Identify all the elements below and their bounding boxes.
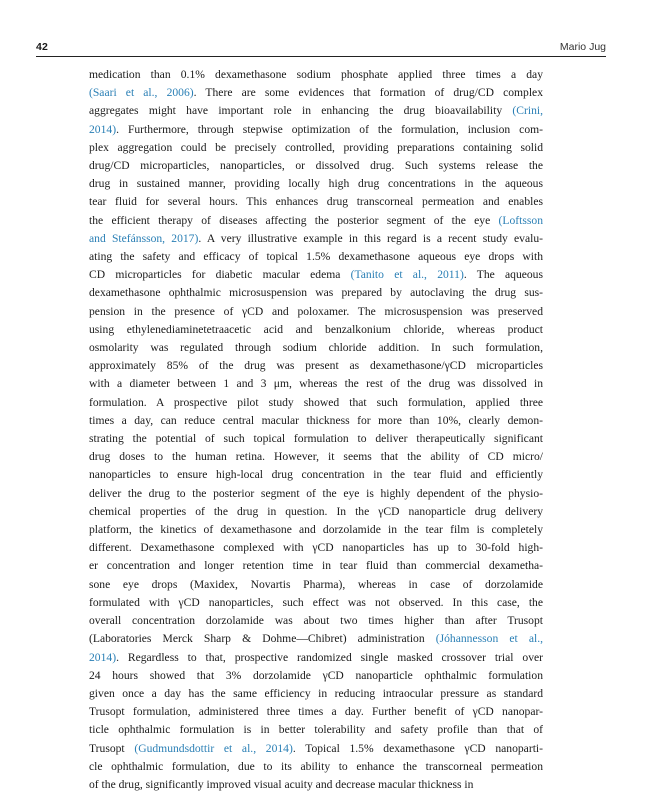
- text-line: [89, 630, 543, 648]
- line-text: pension in the presence of γCD and poloxamer. The microsuspension was preserved: [89, 304, 543, 318]
- line-text: . Topical 1.5% dexamethasone γCD nanoparti-: [292, 741, 543, 755]
- text-line: [89, 139, 543, 157]
- line-text: (Laboratories Merck Sharp & Dohme—Chibret) administration: [89, 632, 436, 646]
- line-text: with a diameter between 1 and 3 μm, whereas the rest of the drug was dissolved in: [89, 377, 543, 391]
- line-text: . Furthermore, through stepwise optimization of the formulation, inclusion com-: [116, 122, 543, 136]
- text-line: [89, 557, 543, 575]
- text-line: [89, 485, 543, 503]
- text-line: [89, 321, 543, 339]
- line-text: times a day, can reduce central macular thickness for more than 10%, clearly demon-: [89, 413, 543, 427]
- line-text: deliver the drug to the posterior segment of the eye is highly dependent of the physio-: [89, 486, 543, 500]
- text-line: [89, 576, 543, 594]
- line-text: drug/CD microparticles, nanoparticles, or dissolved drug. Such systems release the: [89, 159, 543, 173]
- line-text: sone eye drops (Maxidex, Novartis Pharma), whereas in case of dorzolamide: [89, 577, 543, 591]
- running-head: Mario Jug: [559, 41, 606, 53]
- line-text: dexamethasone ophthalmic microsuspension was prepared by autoclaving the drug sus-: [89, 286, 543, 300]
- citation-link[interactable]: and Stefánsson, 2017): [89, 231, 199, 245]
- text-line: [89, 503, 543, 521]
- line-text: aggregates might have important role in enhancing the drug bioavailability: [89, 104, 513, 118]
- text-line: [89, 612, 543, 630]
- line-text: drug in sustained manner, providing locally high drug concentrations in the aqueous: [89, 177, 543, 191]
- line-text: Trusopt: [89, 741, 135, 755]
- text-line: [89, 430, 543, 448]
- text-line: [89, 740, 543, 758]
- line-text: nanoparticles to ensure high-local drug concentration in the tear fluid and efficiently: [89, 468, 543, 482]
- text-line: [89, 248, 543, 266]
- line-text: formulated with γCD nanoparticles, such effect was not observed. In this case, the: [89, 595, 543, 609]
- line-text: chemical properties of the drug in question. In the γCD nanoparticle drug delivery: [89, 504, 543, 518]
- text-line: [89, 157, 543, 175]
- line-text: strating the potential of such topical formulation to deliver therapeutically significant: [89, 432, 543, 446]
- text-line: [89, 84, 543, 102]
- body-text: [89, 66, 543, 794]
- line-text: CD microparticles for diabetic macular edema: [89, 268, 351, 282]
- text-line: [89, 284, 543, 302]
- line-text: cle ophthalmic formulation, due to its ability to enhance the transcorneal permeation: [89, 759, 543, 773]
- text-line: [89, 66, 543, 84]
- citation-link[interactable]: (Crini,: [512, 104, 543, 118]
- line-text: tear fluid for several hours. This enhances drug transcorneal permeation and enables: [89, 195, 543, 209]
- text-line: [89, 721, 543, 739]
- text-line: [89, 412, 543, 430]
- citation-link[interactable]: (Gudmundsdottir et al., 2014): [134, 741, 293, 755]
- citation-link[interactable]: (Tanito et al., 2011): [350, 268, 464, 282]
- line-text: formulation. A prospective pilot study showed that such formulation, applied three: [89, 395, 543, 409]
- line-text: ticle ophthalmic formulation is in better tolerability and safety profile than that of: [89, 723, 543, 737]
- line-text: platform, the kinetics of dexamethasone and dorzolamide in the tear film is completely: [89, 523, 543, 537]
- line-text: overall concentration dorzolamide was about two times higher than after Trusopt: [89, 614, 543, 628]
- text-line: [89, 776, 543, 794]
- line-text: using ethylenediaminetetraacetic acid and benzalkonium chloride, whereas product: [89, 322, 543, 336]
- text-line: [89, 539, 543, 557]
- text-line: [89, 649, 543, 667]
- text-line: [89, 193, 543, 211]
- line-text: plex aggregation could be precisely controlled, providing preparations containing solid: [89, 140, 543, 154]
- line-text: of the drug, significantly improved visual acuity and decrease macular thickness in: [89, 777, 474, 791]
- line-text: different. Dexamethasone complexed with γCD nanoparticles has up to 30-fold high-: [89, 541, 543, 555]
- text-line: [89, 303, 543, 321]
- text-line: [89, 339, 543, 357]
- text-line: [89, 121, 543, 139]
- line-text: given once a day has the same efficiency in reducing intraocular pressure as standard: [89, 686, 543, 700]
- text-line: [89, 102, 543, 120]
- line-text: . Regardless to that, prospective randomized single masked crossover trial over: [116, 650, 543, 664]
- text-line: [89, 521, 543, 539]
- text-line: [89, 375, 543, 393]
- text-line: [89, 266, 543, 284]
- line-text: er concentration and longer retention time in tear fluid than commercial dexametha-: [89, 559, 543, 573]
- citation-link[interactable]: (Jóhannesson et al.,: [435, 632, 543, 646]
- line-text: . There are some evidences that formation of drug/CD complex: [193, 86, 543, 100]
- line-text: ating the safety and efficacy of topical 1.5% dexamethasone aqueous eye drops with: [89, 250, 543, 264]
- citation-link[interactable]: 2014): [89, 122, 117, 136]
- text-line: [89, 667, 543, 685]
- line-text: Trusopt formulation, administered three times a day. Further benefit of γCD nanopar-: [89, 705, 543, 719]
- citation-link[interactable]: (Saari et al., 2006): [89, 86, 194, 100]
- text-line: [89, 230, 543, 248]
- header-rule: [36, 56, 606, 57]
- text-line: [89, 212, 543, 230]
- text-line: [89, 448, 543, 466]
- line-text: the efficient therapy of diseases affecting the posterior segment of the eye: [89, 213, 499, 227]
- line-text: medication than 0.1% dexamethasone sodium phosphate applied three times a day: [89, 68, 543, 81]
- text-line: [89, 357, 543, 375]
- text-line: [89, 594, 543, 612]
- text-line: [89, 685, 543, 703]
- text-line: [89, 466, 543, 484]
- text-line: [89, 394, 543, 412]
- text-line: [89, 175, 543, 193]
- text-line: [89, 703, 543, 721]
- line-text: osmolarity was regulated through sodium chloride addition. In such formulation,: [89, 341, 543, 355]
- page-number: 42: [36, 41, 49, 53]
- line-text: . A very illustrative example in this regard is a recent study evalu-: [198, 231, 543, 245]
- line-text: . The aqueous: [463, 268, 543, 282]
- line-text: drug doses to the human retina. However, it seems that the ability of CD micro/: [89, 450, 543, 464]
- line-text: approximately 85% of the drug was present as dexamethasone/γCD microparticles: [89, 359, 543, 373]
- citation-link[interactable]: (Loftsson: [498, 213, 543, 227]
- line-text: 24 hours showed that 3% dorzolamide γCD nanoparticle ophthalmic formulation: [89, 668, 543, 682]
- text-line: [89, 758, 543, 776]
- citation-link[interactable]: 2014): [89, 650, 117, 664]
